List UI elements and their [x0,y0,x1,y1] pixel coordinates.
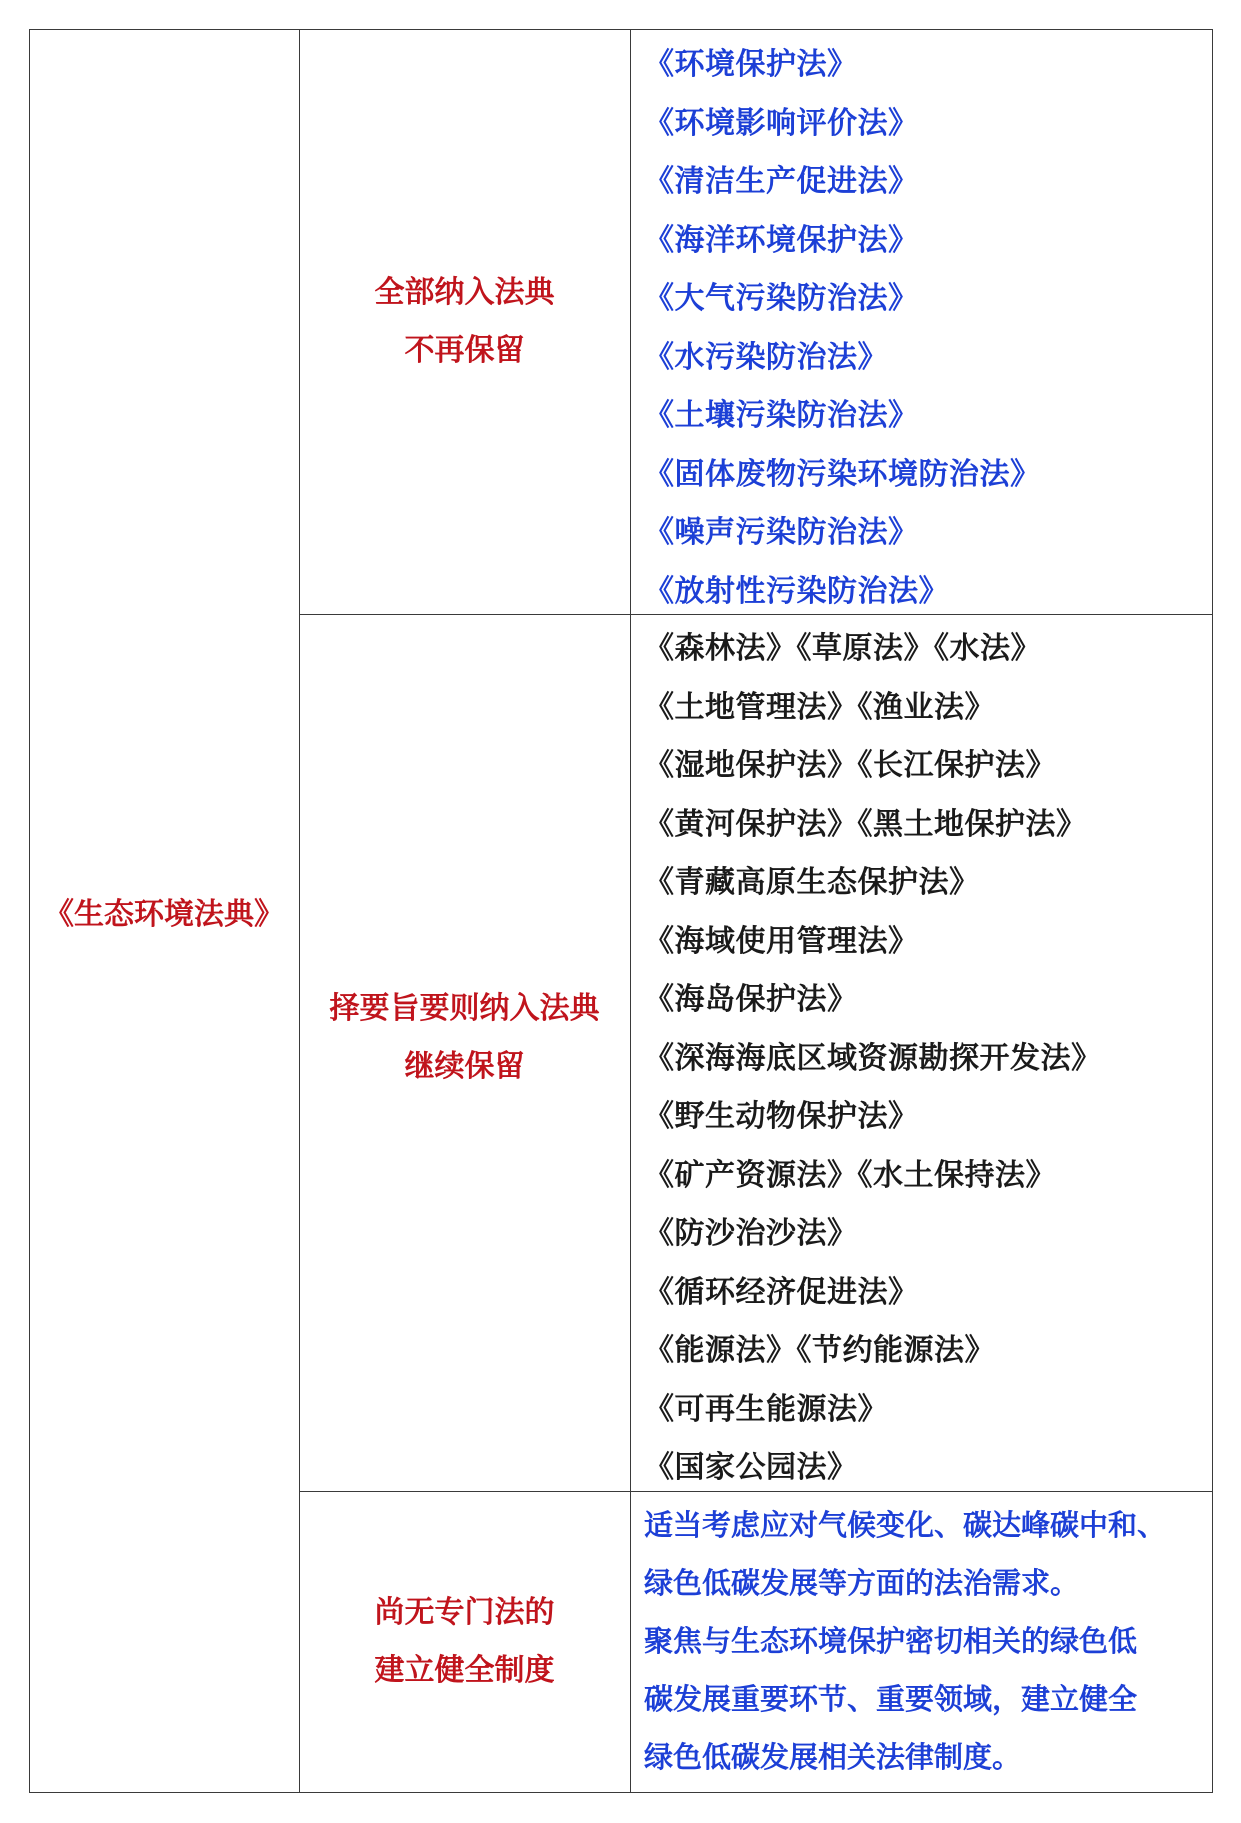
law-item: 《森林法》《草原法》《水法》 [644,631,1041,666]
category-3-line-2: 建立健全制度 [374,1653,555,1688]
law-item: 《土壤污染防治法》 [644,398,919,433]
description-block [644,1496,1204,1786]
category-cell-1 [299,29,630,614]
law-item: 《野生动物保护法》 [644,1099,919,1134]
law-item: 《海洋环境保护法》 [644,222,919,258]
law-item: 《循环经济促进法》 [644,1274,919,1310]
law-item: 《环境保护法》 [644,47,858,82]
law-item: 《海岛保护法》 [644,982,858,1017]
root-cell [29,29,299,1793]
law-list-2 [644,620,1204,1498]
law-item: 《青藏高原生态保护法》 [644,865,980,900]
law-item: 《土地管理法》《渔业法》 [644,689,995,725]
law-item: 《大气污染防治法》 [644,281,919,316]
category-1-line-2: 不再保留 [404,332,525,368]
law-item: 《黄河保护法》《黑土地保护法》 [644,806,1087,842]
description-line: 聚焦与生态环境保护密切相关的绿色低 [644,1624,1138,1658]
category-cell-3 [299,1491,630,1793]
law-item: 《能源法》《节约能源法》 [644,1333,995,1368]
column-divider-2 [630,29,631,1793]
category-1-line-1: 全部纳入法典 [374,274,555,310]
law-item: 《放射性污染防治法》 [644,573,949,609]
law-item: 《矿产资源法》《水土保持法》 [644,1157,1056,1193]
description-line: 绿色低碳发展等方面的法治需求。 [644,1566,1080,1600]
codex-title: 《生态环境法典》 [44,897,284,932]
law-list-1 [644,36,1204,621]
law-item: 《国家公园法》 [644,1450,858,1485]
law-item: 《噪声污染防治法》 [644,515,919,550]
description-line: 碳发展重要环节、重要领域，建立健全 [644,1682,1138,1716]
law-item: 《固体废物污染环境防治法》 [644,456,1041,492]
description-line: 适当考虑应对气候变化、碳达峰碳中和、 [644,1508,1167,1542]
description-line: 绿色低碳发展相关法律制度。 [644,1740,1022,1774]
law-item: 《可再生能源法》 [644,1391,888,1427]
law-item: 《海域使用管理法》 [644,923,919,959]
law-item: 《深海海底区域资源勘探开发法》 [644,1040,1102,1076]
law-item: 《水污染防治法》 [644,339,888,375]
law-item: 《清洁生产促进法》 [644,164,919,199]
category-2-line-2: 继续保留 [404,1049,525,1084]
category-cell-2 [299,878,630,1198]
law-item: 《防沙治沙法》 [644,1216,858,1251]
law-item: 《环境影响评价法》 [644,105,919,141]
law-item: 《湿地保护法》《长江保护法》 [644,748,1056,783]
category-2-line-1: 择要旨要则纳入法典 [329,991,600,1026]
category-3-line-1: 尚无专门法的 [374,1595,555,1630]
